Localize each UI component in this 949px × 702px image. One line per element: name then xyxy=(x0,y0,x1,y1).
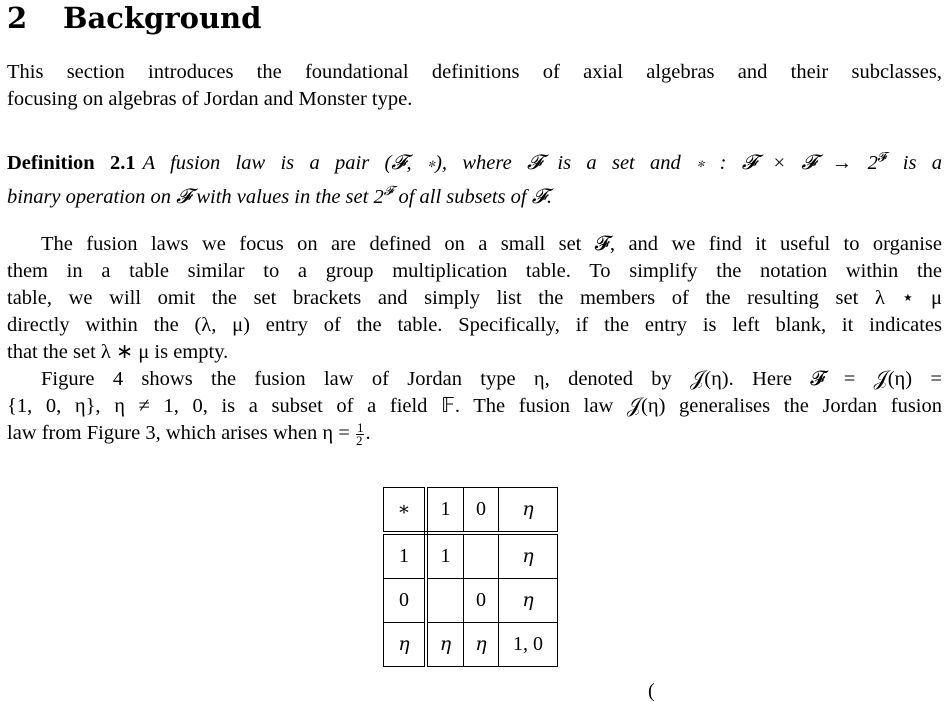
caption-text: ( xyxy=(648,680,655,702)
definition-superscript: 𝓕 xyxy=(877,149,888,164)
paragraph-line: {1, 0, η}, η ≠ 1, 0, is a subset of a field 𝔽. The fusion law 𝒥(η) generalises the Jordan fusion xyxy=(7,395,942,417)
paragraph-line: table, we will omit the set brackets and simply list the members of the resulting set λ ⋆ μ xyxy=(7,287,942,309)
intro-line: This section introduces the foundational definitions of axial algebras and their subclasses, xyxy=(7,61,942,83)
table-cell: η xyxy=(499,579,558,623)
table-cell: 1 xyxy=(426,533,464,579)
definition-line xyxy=(7,177,942,211)
body-text xyxy=(7,231,942,447)
section-number: 2 xyxy=(7,1,28,35)
table-cell: η xyxy=(499,533,558,579)
definition-line xyxy=(7,143,942,177)
fraction-denominator: 2 xyxy=(355,433,363,448)
table-row xyxy=(384,623,558,667)
paragraph-text: . xyxy=(365,422,371,444)
definition-text: of all subsets of 𝓕. xyxy=(393,186,552,208)
definition-superscript: 𝓕 xyxy=(383,183,394,198)
section-heading xyxy=(7,1,261,35)
table-cell: 1 xyxy=(384,533,427,579)
paragraph-line: Figure 4 shows the fusion law of Jordan type η, denoted by 𝒥(η). Here 𝓕 = 𝒥(η) = xyxy=(41,368,942,390)
table-cell: η xyxy=(384,623,427,667)
definition-text: A fusion law is a pair (𝓕, ∗), where 𝓕 is a set and ∗ : 𝓕 × 𝓕 → 2 xyxy=(142,152,878,174)
paragraph-text: law from Figure 3, which arises when η = xyxy=(7,422,355,444)
table-cell: η xyxy=(499,488,558,534)
section-title: Background xyxy=(63,1,262,35)
paragraph-line: them in a table similar to a group multiplication table. To simplify the notation within the xyxy=(7,260,942,282)
table-cell: ∗ xyxy=(384,488,427,534)
table-cell: η xyxy=(464,623,499,667)
table-cell: 0 xyxy=(464,488,499,534)
fraction-numerator: 1 xyxy=(356,420,364,435)
paragraph-line: that the set λ ∗ μ is empty. xyxy=(7,341,229,363)
table-header-row xyxy=(384,488,558,534)
fusion-law-table xyxy=(383,487,558,667)
definition-label: Definition 2.1 xyxy=(7,152,136,174)
table-cell xyxy=(426,579,464,623)
paragraph-line: directly within the (λ, μ) entry of the table. Specifically, if the entry is left blank, it indicates xyxy=(7,314,942,336)
table-cell: η xyxy=(426,623,464,667)
figure-caption-fragment xyxy=(648,680,662,702)
table-row xyxy=(384,579,558,623)
table-cell: 0 xyxy=(464,579,499,623)
paragraph-line xyxy=(7,420,942,447)
intro-line: focusing on algebras of Jordan and Monster type. xyxy=(7,88,413,110)
table-row xyxy=(384,533,558,579)
fraction-one-half xyxy=(356,422,365,447)
intro-paragraph xyxy=(7,59,942,113)
definition-text: binary operation on 𝓕 with values in the set 2 xyxy=(7,186,384,208)
definition-block xyxy=(7,143,942,211)
definition-text: is a xyxy=(887,152,942,174)
table-cell: 1 xyxy=(426,488,464,534)
table-cell xyxy=(464,533,499,579)
table-cell: 0 xyxy=(384,579,427,623)
table-cell: 1, 0 xyxy=(499,623,558,667)
paragraph-line: The fusion laws we focus on are defined on a small set 𝓕, and we find it useful to organise xyxy=(41,233,942,255)
